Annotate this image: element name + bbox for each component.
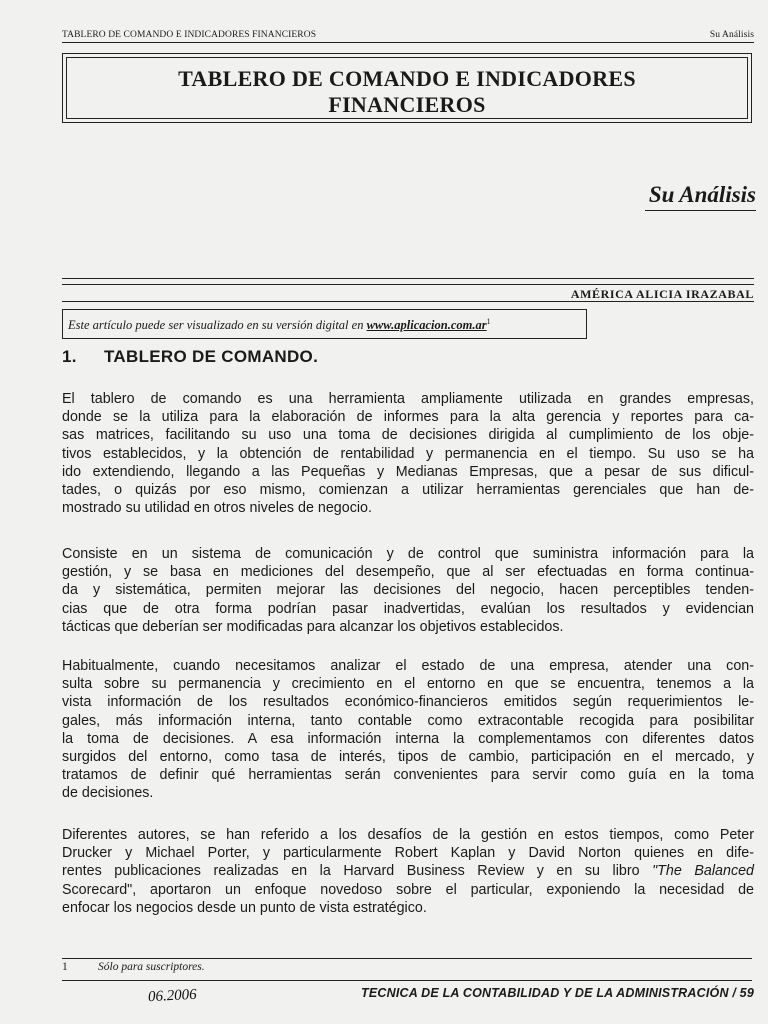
digital-version-notice	[62, 309, 587, 339]
paragraph-line: da y sistemática, permiten mejorar las decisiones del negocio, hacen perceptibles tenden-	[62, 582, 754, 599]
footnote-text: Sólo para suscriptores.	[98, 961, 205, 973]
paragraph-line: enfocar los negocios desde un punto de vista estratégico.	[62, 899, 427, 916]
paragraph-line: tratamos de definir qué herramientas serán convenientes para servir como guía en la toma	[62, 767, 754, 784]
paragraph-line: sas matrices, facilitando su uso una toma de decisiones dirigida al cumplimiento de los obje-	[62, 427, 754, 444]
paragraph-line: donde se la utiliza para la elaboración de informes para la alta gerencia y reportes para ca-	[62, 409, 754, 426]
paragraph-2	[62, 545, 754, 636]
digital-notice-text: Este artículo puede ser visualizado en su versión digital en	[68, 318, 367, 333]
section-name: Su Análisis	[645, 182, 756, 211]
footnote-rule	[62, 958, 752, 959]
paragraph-line: gales, más información interna, tanto contable como extracontable recogida para posibilitar	[62, 712, 754, 729]
running-header-title: TABLERO DE COMANDO E INDICADORES FINANCIEROS	[62, 30, 317, 40]
footnote-number: 1	[62, 961, 68, 973]
paragraph-line: tácticas que deberían ser modificadas para alcanzar los objetivos establecidos.	[62, 618, 564, 635]
paragraph-line: ido extendiendo, llegando a las Pequeñas y Medianas Empresas, que a pesar de sus dificul-	[62, 463, 754, 480]
website-link[interactable]: www.aplicacion.com.ar	[366, 318, 487, 333]
book-title-start: "The Balanced	[652, 863, 754, 880]
article-title-line-1: TABLERO DE COMANDO E INDICADORES	[178, 66, 636, 91]
paragraph-line: cias que de otra forma podrían pasar inadvertidas, evalúan los resultados y evidencian	[62, 600, 754, 617]
footnote-marker: 1	[486, 317, 491, 326]
running-header-section: Su Análisis	[709, 30, 754, 40]
article-title	[66, 57, 748, 119]
paragraph-line: mostrado su utilidad en otros niveles de negocio.	[62, 500, 372, 517]
paragraph-line-text: rentes publicaciones realizadas en la Harvard Business Review y en su libro	[62, 863, 640, 880]
running-header	[62, 30, 754, 43]
paragraph-line: Scorecard", aportaron un enfoque novedoso sobre el particular, exponiendo la necesidad de	[62, 881, 754, 898]
paragraph-line: vista información de los resultados económico-financieros emitidos según requerimientos le-	[62, 694, 754, 711]
article-title-line-2: FINANCIEROS	[328, 92, 486, 117]
paragraph-line: de decisiones.	[62, 785, 154, 802]
paragraph-3	[62, 657, 754, 803]
paragraph-line: Diferentes autores, se han referido a los desafíos de la gestión en estos tiempos, como Peter	[62, 827, 754, 843]
paragraph-1	[62, 390, 754, 517]
author-name: AMÉRICA ALICIA IRAZABAL	[570, 287, 754, 301]
paragraph-line-with-book-title	[62, 862, 754, 880]
footer-rule	[62, 980, 752, 981]
footnote	[62, 961, 205, 973]
paragraph-4	[62, 826, 754, 917]
paragraph-line: tivos establecidos, y la obtención de rentabilidad y permanencia en el tiempo. Su uso se ha	[62, 445, 754, 462]
page-footer: TECNICA DE LA CONTABILIDAD Y DE LA ADMINISTRACIÓN / 59	[361, 986, 754, 1000]
paragraph-line: Consiste en un sistema de comunicación y de control que suministra información para la	[62, 546, 754, 562]
paragraph-line: la toma de decisiones. A esa información interna la complementamos con diferentes datos	[62, 730, 754, 747]
paragraph-line: tades, o quizás por eso mismo, comienzan a utilizar herramientas gerenciales que han de-	[62, 482, 754, 499]
paragraph-line: sulta sobre su permanencia y crecimiento en el entorno en que se encuentra, tenemos a la	[62, 676, 754, 693]
author-rule	[62, 301, 754, 302]
paragraph-line: surgidos del entorno, como tasa de interés, tipos de cambio, participación en el mercado, y	[62, 749, 754, 766]
paragraph-line: Habitualmente, cuando necesitamos analizar el estado de una empresa, atender una con-	[62, 658, 754, 674]
paragraph-line: Drucker y Michael Porter, y particularmente Robert Kaplan y David Norton quienes en dife-	[62, 845, 754, 862]
section-heading	[62, 347, 318, 367]
section-heading-number: 1.	[62, 347, 77, 366]
paragraph-line: El tablero de comando es una herramienta ampliamente utilizada en grandes empresas,	[62, 391, 754, 407]
paragraph-line: gestión, y se basa en mediciones del desempeño, que al ser efectuadas en forma continua-	[62, 564, 754, 581]
double-rule	[62, 278, 754, 285]
handwritten-date-note: 06.2006	[147, 986, 198, 1006]
title-frame	[62, 53, 752, 123]
section-heading-text: TABLERO DE COMANDO.	[104, 347, 319, 366]
